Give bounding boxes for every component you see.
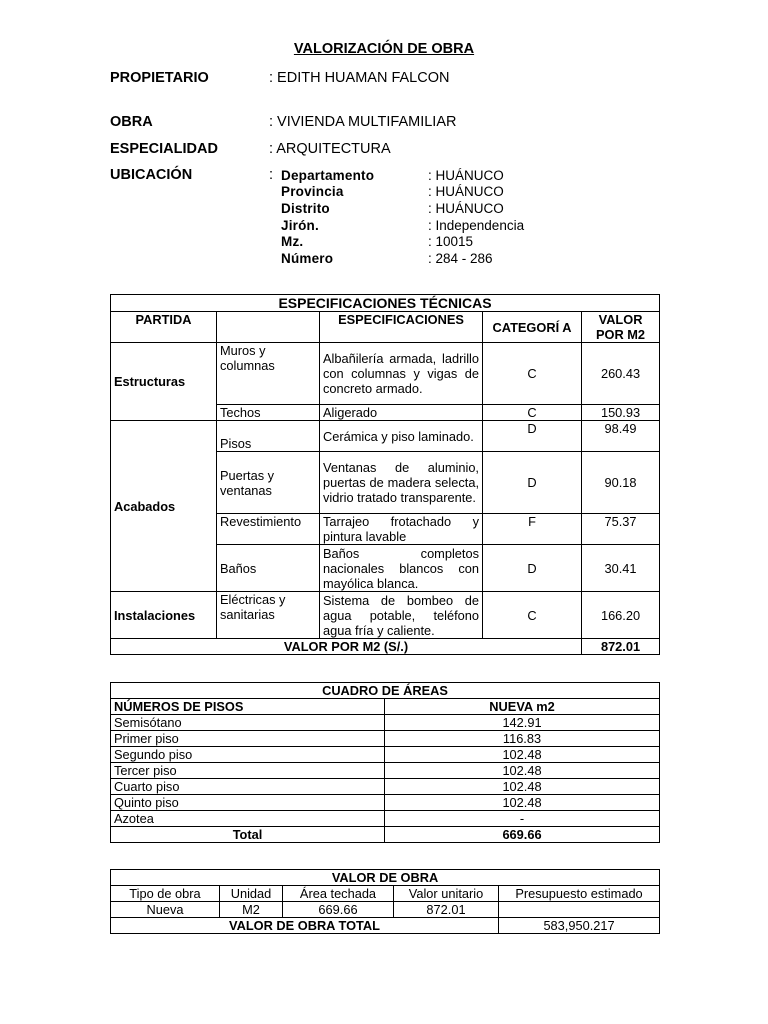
valor-cell: 98.49 [582, 421, 660, 452]
partida-cell: Techos [217, 405, 320, 421]
especialidad-value: : ARQUITECTURA [269, 141, 391, 157]
valor-total-label: VALOR DE OBRA TOTAL [111, 918, 499, 934]
partida-cell: Pisos [217, 421, 320, 452]
table-row [111, 731, 660, 747]
spec-total-label: VALOR POR M2 (S/.) [111, 639, 582, 655]
valor-cell: 150.93 [582, 405, 660, 421]
document-title: VALORIZACIÓN DE OBRA [293, 41, 475, 57]
ubicacion-sub-label: Departamento [281, 168, 375, 183]
ubicacion-sub-label: Jirón. [281, 218, 319, 233]
spec-total-value: 872.01 [582, 639, 660, 655]
spec-cell: Aligerado [320, 405, 483, 421]
ubicacion-sub-value: : 10015 [428, 234, 474, 249]
valor-title: VALOR DE OBRA [111, 870, 660, 886]
area-cell: 102.48 [385, 763, 660, 779]
piso-cell: Azotea [111, 811, 385, 827]
piso-cell: Segundo piso [111, 747, 385, 763]
obra-label: OBRA [110, 114, 153, 130]
piso-cell: Quinto piso [111, 795, 385, 811]
col-categoria: CATEGORÍ A [483, 312, 582, 343]
partida-cell: Puertas y ventanas [217, 452, 320, 514]
col-nueva: NUEVA m2 [385, 699, 660, 715]
piso-cell: Cuarto piso [111, 779, 385, 795]
tipo-cell: Nueva [111, 902, 220, 918]
ubicacion-sub-value: : HUÁNUCO [428, 184, 504, 199]
area-cell: 102.48 [385, 795, 660, 811]
valor-total-value: 583,950.217 [499, 918, 660, 934]
areas-total-value: 669.66 [385, 827, 660, 843]
especialidad-label: ESPECIALIDAD [110, 141, 218, 157]
spec-title: ESPECIFICACIONES TÉCNICAS [111, 295, 660, 312]
categoria-cell: C [483, 343, 582, 405]
table-row [111, 902, 660, 918]
area-cell: 669.66 [283, 902, 394, 918]
ubicacion-sub-value: : HUÁNUCO [428, 201, 504, 216]
spec-cell: Sistema de bombeo de agua potable, teléfono agua fría y caliente. [320, 592, 483, 639]
table-row [111, 779, 660, 795]
partida-cell: Eléctricas y sanitarias [217, 592, 320, 639]
col-presupuesto: Presupuesto estimado [499, 886, 660, 902]
valor-cell: 75.37 [582, 514, 660, 545]
ubicacion-colon: : [269, 167, 274, 183]
valor-cell: 260.43 [582, 343, 660, 405]
especificaciones-table [110, 294, 660, 655]
area-cell: - [385, 811, 660, 827]
categoria-cell: C [483, 592, 582, 639]
ubicacion-label: UBICACIÓN [110, 167, 193, 183]
col-unidad: Unidad [220, 886, 283, 902]
col-unitario: Valor unitario [394, 886, 499, 902]
table-row [111, 763, 660, 779]
group-acabados: Acabados [111, 421, 217, 592]
col-valor: VALOR POR M2 [582, 312, 660, 343]
partida-cell: Muros y columnas [217, 343, 320, 405]
categoria-cell: D [483, 421, 582, 452]
table-row [111, 343, 660, 405]
partida-cell: Revestimiento [217, 514, 320, 545]
table-row [111, 421, 660, 452]
areas-table [110, 682, 660, 843]
ubicacion-sub-label: Número [281, 251, 334, 266]
areas-total-label: Total [111, 827, 385, 843]
ubicacion-sub-label: Mz. [281, 234, 304, 249]
area-cell: 102.48 [385, 779, 660, 795]
spec-cell: Tarrajeo frotachado y pintura lavable [320, 514, 483, 545]
propietario-value: : EDITH HUAMAN FALCON [269, 70, 450, 86]
table-row [111, 795, 660, 811]
valor-cell: 30.41 [582, 545, 660, 592]
propietario-label: PROPIETARIO [110, 70, 209, 86]
area-cell: 116.83 [385, 731, 660, 747]
col-partida-sub [217, 312, 320, 343]
col-partida: PARTIDA [111, 312, 217, 343]
obra-value: : VIVIENDA MULTIFAMILIAR [269, 114, 457, 130]
piso-cell: Primer piso [111, 731, 385, 747]
col-especificaciones: ESPECIFICACIONES [320, 312, 483, 343]
valor-cell: 90.18 [582, 452, 660, 514]
group-estructuras: Estructuras [111, 343, 217, 421]
area-cell: 142.91 [385, 715, 660, 731]
unidad-cell: M2 [220, 902, 283, 918]
group-instalaciones: Instalaciones [111, 592, 217, 639]
areas-title: CUADRO DE ÁREAS [111, 683, 660, 699]
spec-cell: Baños completos nacionales blancos con mayólica blanca. [320, 545, 483, 592]
spec-cell: Albañilería armada, ladrillo con columnas y vigas de concreto armado. [320, 343, 483, 405]
valor-cell: 166.20 [582, 592, 660, 639]
partida-cell: Baños [217, 545, 320, 592]
col-tipo: Tipo de obra [111, 886, 220, 902]
piso-cell: Semisótano [111, 715, 385, 731]
ubicacion-sub-label: Provincia [281, 184, 344, 199]
valor-obra-table [110, 869, 660, 934]
area-cell: 102.48 [385, 747, 660, 763]
categoria-cell: D [483, 545, 582, 592]
col-area: Área techada [283, 886, 394, 902]
categoria-cell: C [483, 405, 582, 421]
categoria-cell: F [483, 514, 582, 545]
table-row [111, 811, 660, 827]
table-row [111, 592, 660, 639]
spec-cell: Cerámica y piso laminado. [320, 421, 483, 452]
spec-cell: Ventanas de aluminio, puertas de madera selecta, vidrio tratado transparente. [320, 452, 483, 514]
ubicacion-sub-value: : HUÁNUCO [428, 168, 504, 183]
ubicacion-sub-value: : Independencia [428, 218, 525, 233]
presupuesto-cell [499, 902, 660, 918]
categoria-cell: D [483, 452, 582, 514]
col-pisos: NÚMEROS DE PISOS [111, 699, 385, 715]
unitario-cell: 872.01 [394, 902, 499, 918]
ubicacion-sub-label: Distrito [281, 201, 330, 216]
table-row [111, 715, 660, 731]
piso-cell: Tercer piso [111, 763, 385, 779]
table-row [111, 747, 660, 763]
ubicacion-sub-value: : 284 - 286 [428, 251, 493, 266]
